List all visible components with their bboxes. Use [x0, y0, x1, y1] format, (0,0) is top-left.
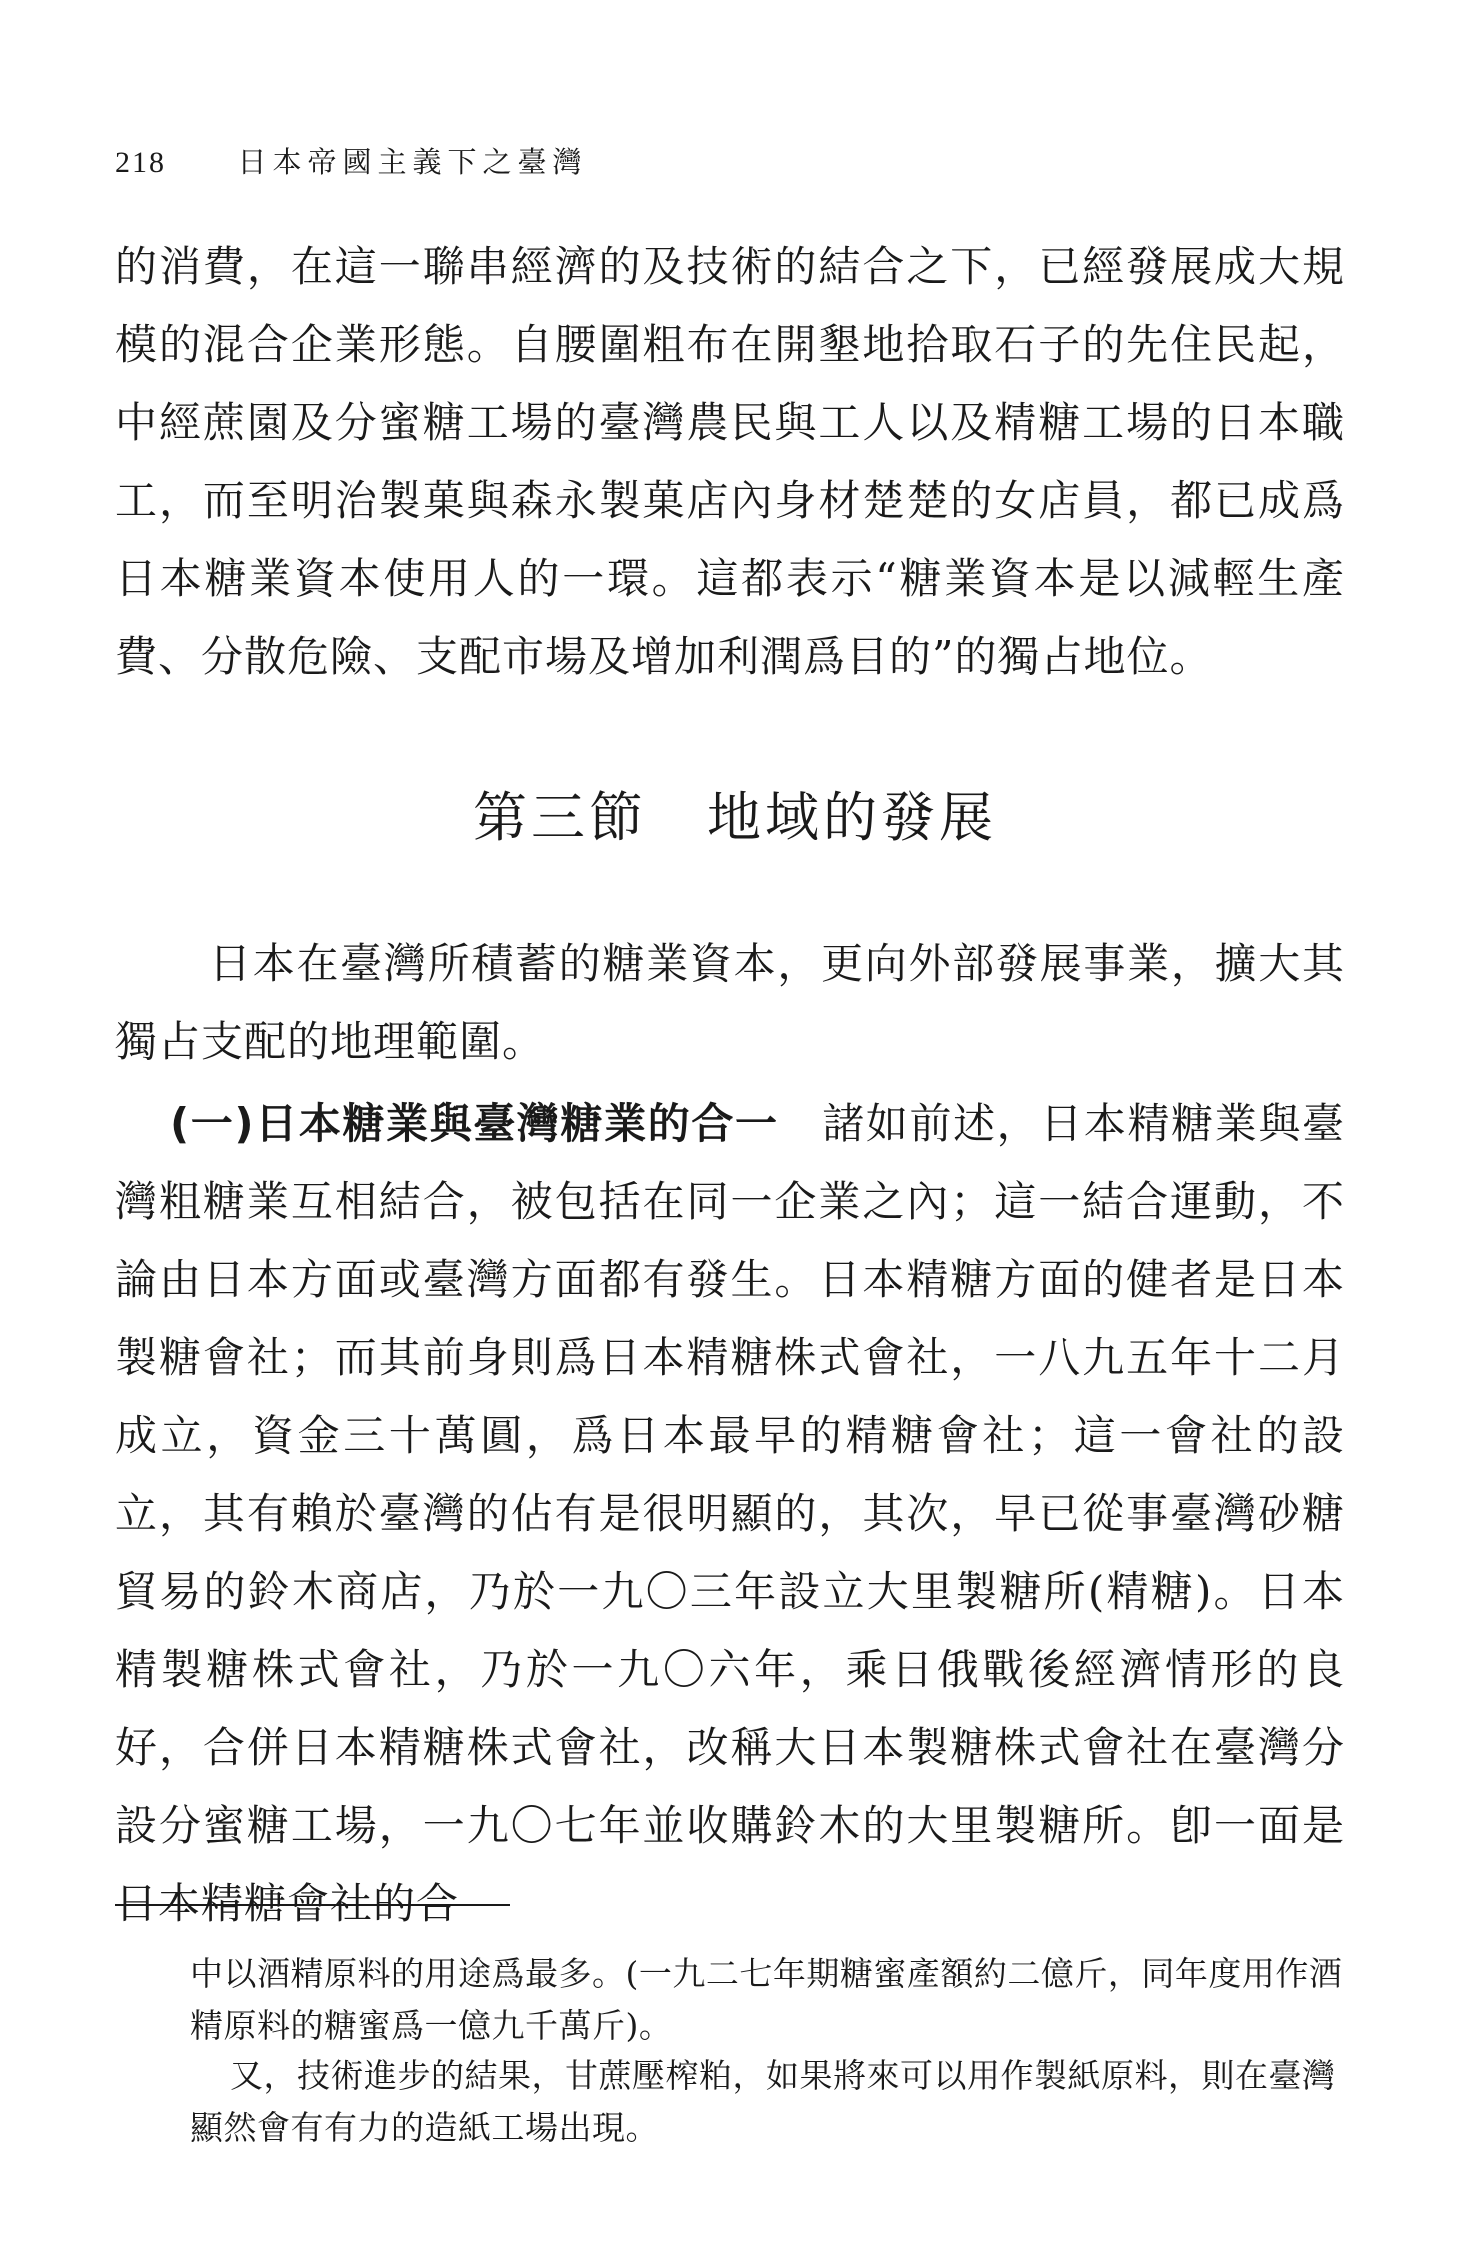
- footnote-2: 又，技術進步的結果，甘蔗壓榨粕，如果將來可以用作製紙原料，則在臺灣顯然會有有力的造紙工場出現。: [190, 2056, 1336, 2147]
- paragraph-3: [115, 1085, 1345, 1943]
- running-head: [115, 140, 588, 181]
- paragraph-3-text: 諸如前述，日本精糖業與臺灣粗糖業互相結合，被包括在同一企業之內；這一結合運動，不論由日本方面或臺灣方面都有發生。日本精糖方面的健者是日本製糖會社；而其前身則爲日本精糖株式會社，一八九五年十二月成立，資金三十萬圓，爲日本最早的精糖會社；這一會社的設立，其有賴於臺灣的佔有是很明顯的，其次，早已從事臺灣砂糖貿易的鈴木商店，乃於一九〇三年設立大里製糖所(精糖)。日本精製糖株式會社，乃於一九〇六年，乘日俄戰後經濟情形的良好，合併日本精糖株式會社，改稱大日本製糖株式會社在臺灣分設分蜜糖工場，一九〇七年並收購鈴木的大里製糖所。卽一面是日本精糖會社的合: [115, 1099, 1345, 1928]
- footnote-1: 中以酒精原料的用途爲最多。(一九二七年期糖蜜產額約二億斤，同年度用作酒精原料的糖蜜爲一億九千萬斤)。: [190, 1954, 1343, 2045]
- section-number: 第三節: [473, 786, 647, 849]
- page-number: 218: [115, 146, 166, 179]
- section-heading: [0, 775, 1470, 852]
- section-title: 地域的發展: [707, 786, 997, 849]
- book-title: 日本帝國主義下之臺灣: [237, 145, 588, 179]
- paragraph-2: 日本在臺灣所積蓄的糖業資本，更向外部發展事業，擴大其獨占支配的地理範圍。: [115, 939, 1345, 1066]
- paragraph-1: 的消費，在這一聯串經濟的及技術的結合之下，已經發展成大規模的混合企業形態。自腰圍粗布在開墾地拾取石子的先住民起，中經蔗園及分蜜糖工場的臺灣農民與工人以及精糖工場的日本職工，而至明治製菓與森永製菓店內身材楚楚的女店員，都已成爲日本糖業資本使用人的一環。這都表示“糖業資本是以減輕生產費、分散危險、支配市場及增加利潤爲目的”的獨占地位。: [115, 242, 1345, 681]
- subsection-heading: (一)日本糖業與臺灣糖業的合一: [170, 1099, 779, 1148]
- footnote-divider: [115, 1904, 510, 1906]
